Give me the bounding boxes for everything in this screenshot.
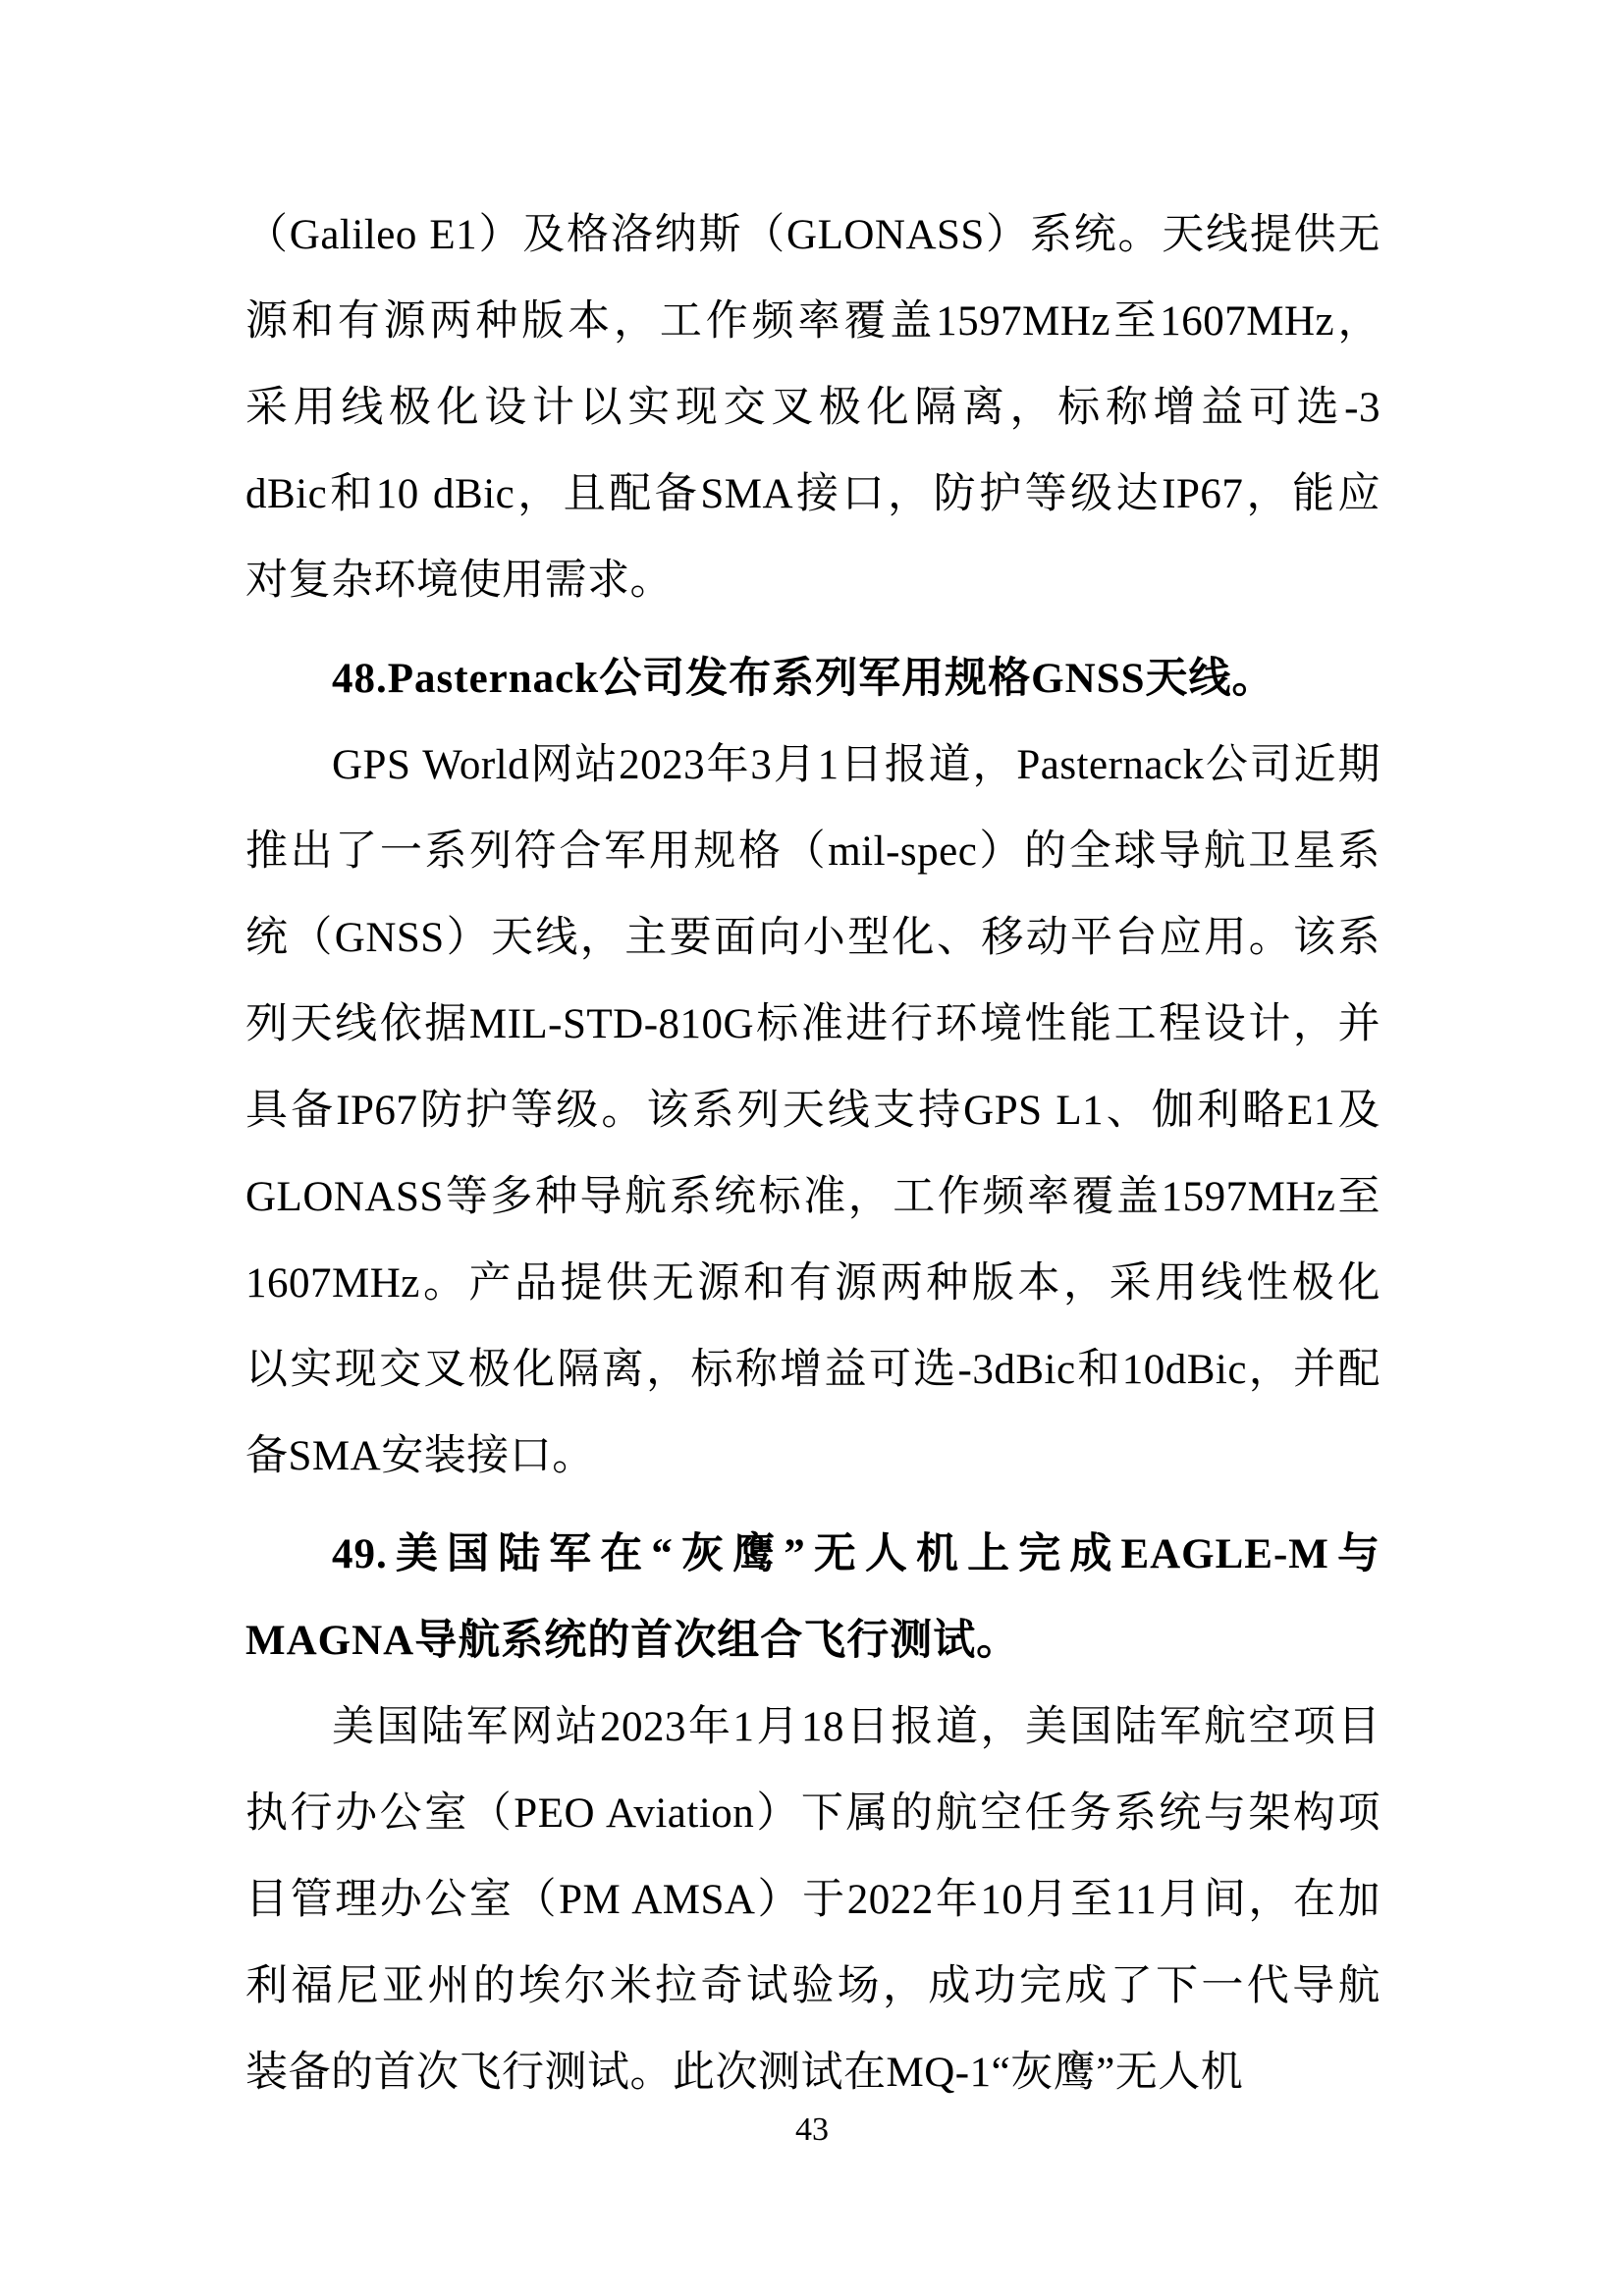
text-line: 对复杂环境使用需求。: [245, 558, 673, 604]
heading-item-49: [245, 1512, 1380, 1684]
page-number: 43: [795, 2111, 829, 2148]
paragraph-continuation: [245, 192, 1380, 624]
paragraph-item-49: [245, 1684, 1380, 2116]
text-line: 装备的首次飞行测试。此次测试在MQ-1“灰鹰”无人机: [245, 2050, 1244, 2096]
text-line: 利福尼亚州的埃尔米拉奇试验场，成功完成了下一代导航: [245, 1963, 1380, 2009]
text-line: 美国陆军网站2023年1月18日报道，美国陆军航空项目: [332, 1704, 1380, 1750]
text-line: 执行办公室（PEO Aviation）下属的航空任务系统与架构项: [245, 1790, 1380, 1837]
text-line: GPS World网站2023年3月1日报道，Pasternack公司近期: [332, 742, 1380, 788]
heading-line: MAGNA导航系统的首次组合飞行测试。: [245, 1618, 1020, 1664]
text-line: 以实现交叉极化隔离，标称增益可选-3dBic和10dBic，并配: [245, 1347, 1380, 1393]
text-line: 推出了一系列符合军用规格（mil-spec）的全球导航卫星系: [245, 828, 1380, 875]
text-line: dBic和10 dBic，且配备SMA接口，防护等级达IP67，能应: [245, 471, 1380, 517]
text-body: [245, 192, 1380, 2116]
text-line: 目管理办公室（PM AMSA）于2022年10月至11月间，在加: [245, 1877, 1380, 1923]
text-line: 1607MHz。产品提供无源和有源两种版本，采用线性极化: [245, 1260, 1380, 1307]
text-line: 统（GNSS）天线，主要面向小型化、移动平台应用。该系: [245, 915, 1380, 961]
heading-item-48: [245, 636, 1380, 722]
paragraph-item-48: [245, 722, 1380, 1500]
text-line: 备SMA安装接口。: [245, 1433, 595, 1479]
heading-line: 49.美国陆军在“灰鹰”无人机上完成EAGLE-M与: [332, 1531, 1380, 1577]
text-line: 具备IP67防护等级。该系列天线支持GPS L1、伽利略E1及: [245, 1088, 1380, 1134]
heading-line: 48.Pasternack公司发布系列军用规格GNSS天线。: [332, 656, 1275, 702]
text-line: 列天线依据MIL-STD-810G标准进行环境性能工程设计，并: [245, 1001, 1380, 1047]
text-line: 源和有源两种版本，工作频率覆盖1597MHz至1607MHz，: [245, 298, 1380, 345]
text-line: GLONASS等多种导航系统标准，工作频率覆盖1597MHz至: [245, 1174, 1380, 1220]
text-line: 采用线极化设计以实现交叉极化隔离，标称增益可选-3: [245, 385, 1380, 431]
text-line: （Galileo E1）及格洛纳斯（GLONASS）系统。天线提供无: [245, 212, 1380, 258]
